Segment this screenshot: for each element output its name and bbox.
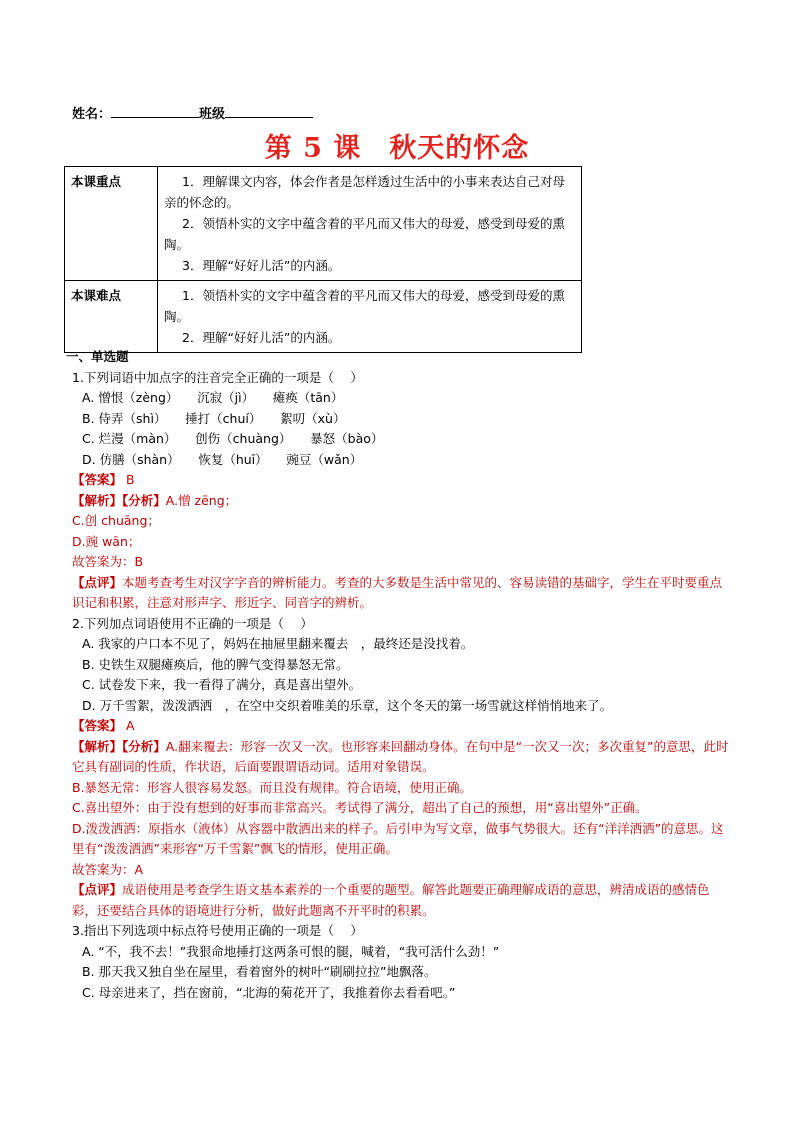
option-b: B. 史铁生双腿瘫痪后，他的脾气变得暴怒无常。 [82, 656, 349, 672]
row-label: 本课重点 [65, 167, 158, 281]
analysis-text: D.豌 wān； [72, 533, 141, 549]
lesson-goals-table [64, 166, 582, 353]
analysis-label: 【解析】【分析】 [72, 492, 166, 508]
option-c: C. 试卷发下来，我一看得了满分，真是喜出望外。 [82, 677, 362, 692]
option-b: B. 侍弄（shì） 捶打（chuí） 絮叨（xù） [82, 410, 346, 426]
goal-item: 3．理解“好好儿活”的内涵。 [182, 258, 341, 273]
answer-line [72, 470, 732, 491]
goal-item: 1．领悟朴实的文字中蕴含着的平凡而又伟大的母爱，感受到母爱的熏陶。 [164, 288, 565, 324]
comment-text: 成语使用是考查学生语文基本素养的一个重要的题型。解答此题要正确理解成语的意思，辨清成语的感情色彩，还要结合具体的语境进行分析，做好此题离不开平时的积累。 [72, 882, 710, 918]
comment-block [72, 880, 732, 921]
goal-item: 2．理解“好好儿活”的内涵。 [182, 330, 341, 345]
row-content [158, 281, 582, 353]
name-blank [111, 105, 199, 118]
analysis-text: A.憎 zēng； [165, 492, 238, 508]
goal-item: 2．领悟朴实的文字中蕴含着的平凡而又伟大的母爱，感受到母爱的熏陶。 [164, 216, 565, 252]
table-row [65, 281, 582, 353]
analysis-line [72, 737, 732, 778]
name-label: 姓名： [72, 107, 112, 122]
analysis-line [72, 491, 732, 512]
table-row [65, 167, 582, 281]
option-a: A. 我家的户口本不见了，妈妈在抽屉里翻来覆去 ，最终还是没找着。 [82, 636, 474, 651]
comment-label: 【点评】 [72, 574, 123, 590]
analysis-label: 【解析】【分析】 [72, 738, 166, 754]
class-blank [225, 105, 313, 118]
answer-line [72, 716, 732, 737]
comment-block [72, 573, 732, 614]
conclusion: 故答案为：B [72, 554, 144, 569]
row-label: 本课难点 [65, 281, 158, 353]
conclusion: 故答案为：A [72, 861, 144, 877]
class-label: 班级 [199, 107, 226, 122]
row-content [158, 167, 582, 281]
answer-value: B [126, 472, 135, 487]
comment-text: 本题考查考生对汉字字音的辨析能力。考查的大多数是生活中常见的、容易读错的基础字，学生在平时要重点识记和积累，注意对形声字、形近字、同音字的辨析。 [72, 574, 723, 610]
analysis-text: A.翻来覆去：形容一次又一次。也形容来回翻动身体。在句中是“一次又一次；多次重复”的意思，此时它具有副词的性质，作状语，后面要跟谓语动词。适用对象错误。 [72, 738, 729, 774]
answer-label: 【答案】 [72, 718, 123, 733]
option-d: D. 仿膳（shàn） 恢复（huī） 豌豆（wǎn） [82, 451, 363, 467]
option-a: A. 憎恨（zèng） 沉寂（jì） 瘫痪（tān） [82, 390, 344, 405]
option-a: A. “不，我不去！”我狠命地捶打这两条可恨的腿，喊着，“我可活什么劲！” [82, 943, 500, 959]
question-stem: 2.下列加点词语使用不正确的一项是（ ） [72, 615, 313, 631]
analysis-text: C.创 chuāng； [72, 513, 160, 528]
analysis-text: C.喜出望外：由于没有想到的好事而非常高兴。考试得了满分，超出了自己的预想，用“喜出望外”正确。 [72, 800, 648, 815]
question-stem: 1.下列词语中加点字的注音完全正确的一项是（ ） [72, 369, 363, 385]
answer-value: A [126, 718, 135, 733]
option-c: C. 母亲进来了，挡在窗前，“北海的菊花开了，我推着你去看看吧。” [82, 984, 456, 1000]
name-class-line [72, 103, 313, 122]
section-heading: 一、单选题 [66, 349, 129, 364]
option-c: C. 烂漫（màn） 创伤（chuàng） 暴怒（bào） [82, 431, 384, 446]
question-content [66, 347, 732, 1003]
analysis-text: B.暴怒无常：形容人很容易发怒。而且没有规律。符合语境，使用正确。 [72, 779, 473, 795]
goal-item: 1．理解课文内容，体会作者是怎样透过生活中的小事来表达自己对母亲的怀念的。 [164, 174, 565, 210]
answer-label: 【答案】 [72, 472, 123, 487]
option-d: D. 万千雪絮，泼泼洒洒 ，在空中交织着唯美的乐章，这个冬天的第一场雪就这样悄悄地来了。 [82, 697, 613, 713]
comment-label: 【点评】 [72, 882, 123, 897]
analysis-text: D.泼泼洒洒：原指水（液体）从容器中散洒出来的样子。后引申为写文章，做事气势很大。还有“洋洋洒洒”的意思。这里有“泼泼洒洒”来形容“万千雪絮”飘飞的情形，使用正确。 [72, 820, 724, 856]
lesson-title: 第 5 课 秋天的怀念 [264, 133, 530, 164]
option-b: B. 那天我又独自坐在屋里，看着窗外的树叶“刷刷拉拉”地飘落。 [82, 964, 437, 979]
question-stem: 3.指出下列选项中标点符号使用正确的一项是（ ） [72, 923, 363, 938]
